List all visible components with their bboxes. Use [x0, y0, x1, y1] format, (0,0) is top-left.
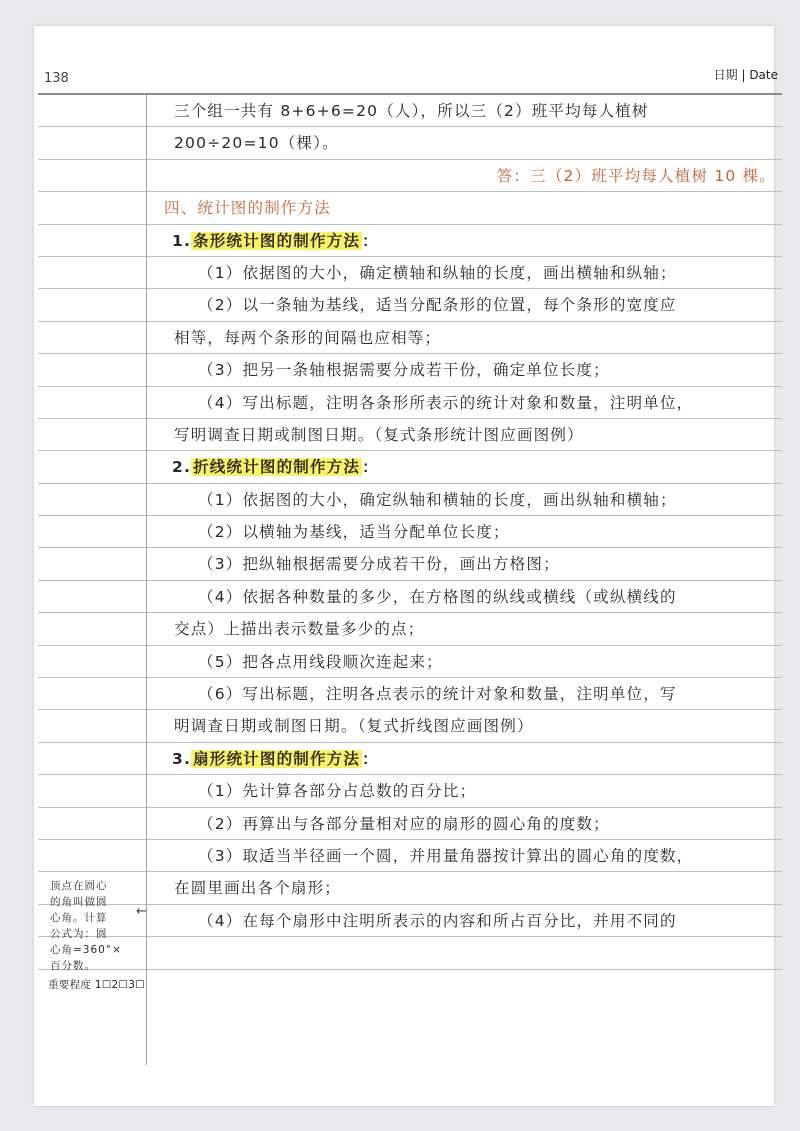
ruled-line: [38, 775, 782, 807]
ruled-line: [38, 354, 782, 386]
ruled-line: [38, 419, 782, 451]
importance-rating: 重要程度 1☐2☐3☐: [48, 979, 145, 991]
page-number: 138: [44, 71, 69, 86]
body-text: （3）把纵轴根据需要分成若干份，画出方格图；: [198, 555, 560, 574]
subsection-heading: [172, 451, 379, 483]
ruled-line: [38, 516, 782, 548]
body-text: 写明调查日期或制图日期。（复式条形统计图应画图例）: [174, 425, 584, 444]
body-text: （3）取适当半径画一个圆，并用量角器按计算出的圆心角的度数，: [198, 846, 694, 865]
ruled-line: [38, 872, 782, 904]
subsection-heading: [172, 225, 379, 257]
answer-text: 答：三（2）班平均每人植树 10 棵。: [496, 166, 776, 185]
side-note-line: 百分数。: [50, 960, 96, 972]
body-text: （2）以横轴为基线，适当分配单位长度；: [198, 523, 510, 542]
ruled-line: [38, 225, 782, 257]
side-note-line: 心角=360°×: [50, 944, 122, 956]
date-label: 日期 | Date: [713, 68, 778, 82]
ruled-line: [38, 289, 782, 321]
body-text: （2）以一条轴为基线，适当分配条形的位置，每个条形的宽度应: [198, 296, 677, 315]
body-text: （4）写出标题，注明各条形所表示的统计对象和数量，注明单位，: [198, 393, 694, 412]
ruled-line: [38, 581, 782, 613]
title-colon: ：: [362, 231, 379, 250]
ruled-line: [38, 95, 782, 127]
body-text: 明调查日期或制图日期。（复式折线图应画图例）: [174, 717, 534, 736]
body-text: （1）依据图的大小，确定横轴和纵轴的长度，画出横轴和纵轴；: [198, 263, 677, 282]
side-note-line: 的角叫做圆: [50, 896, 108, 908]
title-colon: ：: [362, 749, 379, 768]
ruled-line: [38, 613, 782, 645]
ruled-line: [38, 160, 782, 192]
highlighted-title: 折线统计图的制作方法: [193, 458, 361, 477]
title-colon: ：: [362, 458, 379, 477]
ruled-line: [38, 646, 782, 678]
ruled-line: [38, 257, 782, 289]
body-text: （1）依据图的大小，确定纵轴和横轴的长度，画出纵轴和横轴；: [198, 490, 677, 509]
subsection-number: 2.: [172, 458, 192, 477]
ruled-line: [38, 451, 782, 483]
ruled-line: [38, 840, 782, 872]
subsection-heading: [172, 743, 379, 775]
arrow-left-icon: ←: [136, 904, 147, 919]
ruled-line: [38, 905, 782, 937]
ruled-line: [38, 743, 782, 775]
body-text: （5）把各点用线段顺次连起来；: [198, 652, 443, 671]
body-text: 在圆里画出各个扇形；: [174, 879, 342, 898]
body-text: 交点）上描出表示数量多少的点；: [174, 620, 425, 639]
body-text: 三个组一共有 8+6+6=20（人），所以三（2）班平均每人植树: [174, 102, 649, 120]
section-title: 四、统计图的制作方法: [164, 199, 332, 218]
side-note-line: 顶点在圆心: [50, 880, 108, 892]
subsection-number: 1.: [172, 231, 192, 250]
margin-line: [146, 95, 147, 1065]
side-note: [50, 878, 134, 974]
ruled-line: [38, 548, 782, 580]
body-text: （4）依据各种数量的多少，在方格图的纵线或横线（或纵横线的: [198, 587, 677, 606]
body-text: 200÷20=10（棵）。: [174, 134, 339, 153]
ruled-line: [38, 387, 782, 419]
ruled-line: [38, 192, 782, 224]
body-text: （4）在每个扇形中注明所表示的内容和所占百分比，并用不同的: [198, 911, 677, 930]
body-text: 相等，每两个条形的间隔也应相等；: [174, 328, 442, 347]
body-text: （1）先计算各部分占总数的百分比；: [198, 782, 477, 801]
side-note-line: 公式为：圆: [50, 928, 108, 940]
subsection-number: 3.: [172, 749, 192, 768]
ruled-line: [38, 937, 782, 969]
highlighted-title: 条形统计图的制作方法: [193, 231, 361, 250]
ruled-line: [38, 678, 782, 710]
ruled-line: [38, 484, 782, 516]
ruled-line: [38, 808, 782, 840]
side-note-line: 心角。计算: [50, 912, 108, 924]
ruled-line: [38, 127, 782, 159]
ruled-line: [38, 322, 782, 354]
highlighted-title: 扇形统计图的制作方法: [193, 749, 361, 768]
body-text: （6）写出标题，注明各点表示的统计对象和数量，注明单位，写: [198, 685, 677, 704]
ruled-line: [38, 710, 782, 742]
body-text: （3）把另一条轴根据需要分成若干份，确定单位长度；: [198, 361, 610, 380]
body-text: （2）再算出与各部分量相对应的扇形的圆心角的度数；: [198, 814, 610, 833]
ruled-lines: [38, 95, 782, 970]
